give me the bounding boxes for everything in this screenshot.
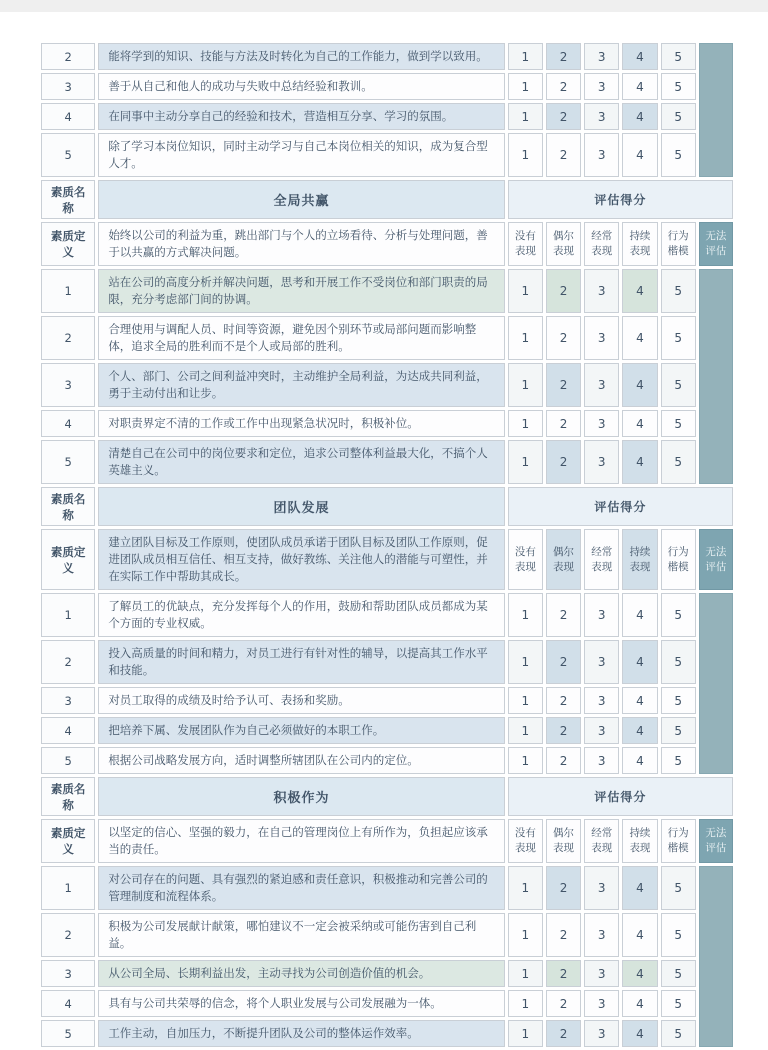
score-cell-4[interactable]: 4: [622, 269, 657, 313]
behavior-text: 了解员工的优缺点，充分发挥每个人的作用，鼓励和帮助团队成员都成为某个方面的专业权威。: [98, 593, 504, 637]
behavior-number: 5: [41, 747, 95, 774]
score-cell-3[interactable]: 3: [584, 747, 619, 774]
behavior-number: 4: [41, 717, 95, 744]
score-cell-1[interactable]: 1: [508, 640, 543, 684]
score-cell-3[interactable]: 3: [584, 866, 619, 910]
score-cell-3[interactable]: 3: [584, 717, 619, 744]
score-cell-5[interactable]: 5: [661, 363, 696, 407]
behavior-row: [41, 440, 733, 484]
behavior-text: 根据公司战略发展方向，适时调整所辖团队在公司内的定位。: [98, 747, 504, 774]
behavior-row: [41, 363, 733, 407]
behavior-row: [41, 640, 733, 684]
score-cell-1[interactable]: 1: [508, 913, 543, 957]
definition-row: [41, 819, 733, 863]
quality-definition-text: 建立团队目标及工作原则，使团队成员承诺于团队目标及团队工作原则，促进团队成员相互信任、相互支持，做好教练、关注他人的潜能与可塑性，并在实际工作中帮助其成长。: [98, 529, 504, 590]
score-cell-3[interactable]: 3: [584, 133, 619, 177]
cannot-evaluate-cell: 无法评估: [699, 529, 733, 590]
behavior-text: 除了学习本岗位知识，同时主动学习与自己本岗位相关的知识，成为复合型人才。: [98, 133, 504, 177]
score-cell-2[interactable]: 2: [546, 866, 581, 910]
rating-header-4: 持续表现: [622, 819, 657, 863]
score-section-header: 评估得分: [508, 487, 733, 526]
score-cell-2[interactable]: 2: [546, 687, 581, 714]
score-cell-4[interactable]: 4: [622, 687, 657, 714]
behavior-number: 1: [41, 866, 95, 910]
behavior-row: [41, 747, 733, 774]
rating-header-3: 经常表现: [584, 529, 619, 590]
quality-name-label: 素质名称: [41, 487, 95, 526]
behavior-text: 对公司存在的问题、具有强烈的紧迫感和责任意识，积极推动和完善公司的管理制度和流程体系。: [98, 866, 504, 910]
score-cell-3[interactable]: 3: [584, 960, 619, 987]
score-cell-4[interactable]: 4: [622, 866, 657, 910]
evaluation-table: [38, 40, 736, 1050]
definition-row: [41, 222, 733, 266]
score-cell-2[interactable]: 2: [546, 747, 581, 774]
behavior-row: [41, 73, 733, 100]
score-cell-3[interactable]: 3: [584, 687, 619, 714]
score-cell-5[interactable]: 5: [661, 866, 696, 910]
score-cell-2[interactable]: 2: [546, 960, 581, 987]
score-cell-2[interactable]: 2: [546, 593, 581, 637]
score-cell-4[interactable]: 4: [622, 43, 657, 70]
behavior-number: 5: [41, 133, 95, 177]
score-cell-1[interactable]: 1: [508, 410, 543, 437]
rating-header-1: 没有表现: [508, 819, 543, 863]
score-cell-5[interactable]: 5: [661, 640, 696, 684]
behavior-row: [41, 103, 733, 130]
behavior-text: 清楚自己在公司中的岗位要求和定位，追求公司整体利益最大化，不搞个人英雄主义。: [98, 440, 504, 484]
quality-definition-label: 素质定义: [41, 222, 95, 266]
score-cell-5[interactable]: 5: [661, 43, 696, 70]
score-cell-1[interactable]: 1: [508, 1020, 543, 1047]
score-cell-1[interactable]: 1: [508, 747, 543, 774]
score-cell-3[interactable]: 3: [584, 990, 619, 1017]
section-title: 积极作为: [98, 777, 504, 816]
behavior-text: 在同事中主动分享自己的经验和技术，营造相互分享、学习的氛围。: [98, 103, 504, 130]
score-cell-3[interactable]: 3: [584, 43, 619, 70]
score-cell-3[interactable]: 3: [584, 410, 619, 437]
score-cell-4[interactable]: 4: [622, 316, 657, 360]
behavior-row: [41, 913, 733, 957]
score-cell-1[interactable]: 1: [508, 363, 543, 407]
score-cell-4[interactable]: 4: [622, 960, 657, 987]
score-cell-4[interactable]: 4: [622, 593, 657, 637]
score-cell-3[interactable]: 3: [584, 269, 619, 313]
rating-header-5: 行为楷模: [661, 529, 696, 590]
score-cell-4[interactable]: 4: [622, 133, 657, 177]
behavior-number: 4: [41, 410, 95, 437]
score-cell-2[interactable]: 2: [546, 73, 581, 100]
definition-row: [41, 529, 733, 590]
score-cell-5[interactable]: 5: [661, 269, 696, 313]
score-cell-2[interactable]: 2: [546, 316, 581, 360]
behavior-row: [41, 269, 733, 313]
score-cell-1[interactable]: 1: [508, 960, 543, 987]
behavior-row: [41, 410, 733, 437]
behavior-number: 5: [41, 1020, 95, 1047]
quality-definition-text: 始终以公司的利益为重，跳出部门与个人的立场看待、分析与处理问题，善于以共赢的方式解决问题。: [98, 222, 504, 266]
score-cell-1[interactable]: 1: [508, 133, 543, 177]
score-cell-2[interactable]: 2: [546, 913, 581, 957]
score-cell-2[interactable]: 2: [546, 269, 581, 313]
score-cell-4[interactable]: 4: [622, 913, 657, 957]
score-cell-5[interactable]: 5: [661, 593, 696, 637]
score-cell-1[interactable]: 1: [508, 316, 543, 360]
rating-header-4: 持续表现: [622, 222, 657, 266]
score-cell-1[interactable]: 1: [508, 990, 543, 1017]
behavior-row: [41, 1020, 733, 1047]
rating-header-3: 经常表现: [584, 819, 619, 863]
score-cell-2[interactable]: 2: [546, 717, 581, 744]
behavior-number: 4: [41, 990, 95, 1017]
section-title: 团队发展: [98, 487, 504, 526]
score-cell-5[interactable]: 5: [661, 990, 696, 1017]
score-cell-5[interactable]: 5: [661, 1020, 696, 1047]
rating-header-3: 经常表现: [584, 222, 619, 266]
cannot-evaluate-column: [699, 866, 733, 1047]
rating-header-5: 行为楷模: [661, 819, 696, 863]
score-cell-1[interactable]: 1: [508, 687, 543, 714]
quality-name-label: 素质名称: [41, 180, 95, 219]
score-cell-2[interactable]: 2: [546, 410, 581, 437]
score-cell-2[interactable]: 2: [546, 363, 581, 407]
score-cell-3[interactable]: 3: [584, 913, 619, 957]
behavior-row: [41, 43, 733, 70]
score-cell-5[interactable]: 5: [661, 913, 696, 957]
score-cell-5[interactable]: 5: [661, 687, 696, 714]
behavior-number: 3: [41, 363, 95, 407]
score-section-header: 评估得分: [508, 180, 733, 219]
behavior-text: 善于从自己和他人的成功与失败中总结经验和教训。: [98, 73, 504, 100]
score-cell-3[interactable]: 3: [584, 103, 619, 130]
score-cell-5[interactable]: 5: [661, 73, 696, 100]
score-cell-4[interactable]: 4: [622, 440, 657, 484]
score-cell-3[interactable]: 3: [584, 640, 619, 684]
behavior-text: 个人、部门、公司之间利益冲突时，主动维护全局利益，为达成共同利益，勇于主动付出和让步。: [98, 363, 504, 407]
behavior-text: 从公司全局、长期利益出发，主动寻找为公司创造价值的机会。: [98, 960, 504, 987]
score-cell-2[interactable]: 2: [546, 990, 581, 1017]
quality-name-label: 素质名称: [41, 777, 95, 816]
behavior-number: 5: [41, 440, 95, 484]
score-cell-2[interactable]: 2: [546, 440, 581, 484]
score-cell-3[interactable]: 3: [584, 593, 619, 637]
score-cell-3[interactable]: 3: [584, 73, 619, 100]
behavior-number: 2: [41, 316, 95, 360]
behavior-row: [41, 717, 733, 744]
behavior-number: 2: [41, 43, 95, 70]
score-cell-1[interactable]: 1: [508, 593, 543, 637]
score-cell-2[interactable]: 2: [546, 1020, 581, 1047]
score-cell-5[interactable]: 5: [661, 133, 696, 177]
score-cell-2[interactable]: 2: [546, 103, 581, 130]
cannot-evaluate-column: [699, 43, 733, 177]
score-cell-1[interactable]: 1: [508, 717, 543, 744]
score-cell-5[interactable]: 5: [661, 410, 696, 437]
behavior-text: 积极为公司发展献计献策，哪怕建议不一定会被采纳或可能伤害到自己利益。: [98, 913, 504, 957]
behavior-text: 工作主动，自加压力，不断提升团队及公司的整体运作效率。: [98, 1020, 504, 1047]
behavior-text: 对职责界定不清的工作或工作中出现紧急状况时，积极补位。: [98, 410, 504, 437]
score-cell-3[interactable]: 3: [584, 1020, 619, 1047]
behavior-number: 1: [41, 269, 95, 313]
score-cell-4[interactable]: 4: [622, 1020, 657, 1047]
behavior-row: [41, 593, 733, 637]
behavior-text: 合理使用与调配人员、时间等资源，避免因个别环节或局部问题而影响整体，追求全局的胜利而不是个人或局部的胜利。: [98, 316, 504, 360]
behavior-text: 站在公司的高度分析并解决问题，思考和开展工作不受岗位和部门职责的局限，充分考虑部门间的协调。: [98, 269, 504, 313]
behavior-number: 3: [41, 73, 95, 100]
cannot-evaluate-cell: 无法评估: [699, 222, 733, 266]
score-cell-4[interactable]: 4: [622, 73, 657, 100]
behavior-number: 4: [41, 103, 95, 130]
behavior-row: [41, 687, 733, 714]
behavior-text: 对员工取得的成绩及时给予认可、表扬和奖励。: [98, 687, 504, 714]
score-cell-5[interactable]: 5: [661, 747, 696, 774]
score-cell-4[interactable]: 4: [622, 990, 657, 1017]
behavior-row: [41, 866, 733, 910]
cannot-evaluate-cell: 无法评估: [699, 819, 733, 863]
behavior-number: 2: [41, 640, 95, 684]
quality-definition-label: 素质定义: [41, 529, 95, 590]
page-top-edge: [0, 0, 768, 12]
behavior-number: 2: [41, 913, 95, 957]
section-header-row: [41, 180, 733, 219]
rating-header-2: 偶尔表现: [546, 819, 581, 863]
score-cell-3[interactable]: 3: [584, 363, 619, 407]
score-cell-1[interactable]: 1: [508, 269, 543, 313]
score-cell-1[interactable]: 1: [508, 866, 543, 910]
score-cell-5[interactable]: 5: [661, 717, 696, 744]
rating-header-1: 没有表现: [508, 222, 543, 266]
cannot-evaluate-column: [699, 593, 733, 774]
quality-definition-text: 以坚定的信心、坚强的毅力，在自己的管理岗位上有所作为，负担起应该承当的责任。: [98, 819, 504, 863]
behavior-row: [41, 990, 733, 1017]
score-cell-4[interactable]: 4: [622, 103, 657, 130]
score-cell-4[interactable]: 4: [622, 717, 657, 744]
behavior-number: 1: [41, 593, 95, 637]
behavior-text: 具有与公司共荣辱的信念，将个人职业发展与公司发展融为一体。: [98, 990, 504, 1017]
score-cell-1[interactable]: 1: [508, 440, 543, 484]
behavior-text: 投入高质量的时间和精力，对员工进行有针对性的辅导，以提高其工作水平和技能。: [98, 640, 504, 684]
cannot-evaluate-column: [699, 269, 733, 484]
score-cell-5[interactable]: 5: [661, 960, 696, 987]
score-cell-4[interactable]: 4: [622, 747, 657, 774]
section-header-row: [41, 487, 733, 526]
score-cell-4[interactable]: 4: [622, 640, 657, 684]
behavior-row: [41, 316, 733, 360]
quality-definition-label: 素质定义: [41, 819, 95, 863]
score-cell-5[interactable]: 5: [661, 440, 696, 484]
rating-header-5: 行为楷模: [661, 222, 696, 266]
score-cell-3[interactable]: 3: [584, 440, 619, 484]
score-cell-1[interactable]: 1: [508, 73, 543, 100]
score-cell-3[interactable]: 3: [584, 316, 619, 360]
score-cell-1[interactable]: 1: [508, 43, 543, 70]
behavior-row: [41, 133, 733, 177]
score-cell-2[interactable]: 2: [546, 43, 581, 70]
score-cell-4[interactable]: 4: [622, 410, 657, 437]
behavior-number: 3: [41, 960, 95, 987]
rating-header-4: 持续表现: [622, 529, 657, 590]
score-cell-1[interactable]: 1: [508, 103, 543, 130]
score-cell-4[interactable]: 4: [622, 363, 657, 407]
behavior-text: 把培养下属、发展团队作为自己必须做好的本职工作。: [98, 717, 504, 744]
rating-header-2: 偶尔表现: [546, 529, 581, 590]
behavior-row: [41, 960, 733, 987]
score-cell-2[interactable]: 2: [546, 133, 581, 177]
rating-header-2: 偶尔表现: [546, 222, 581, 266]
behavior-text: 能将学到的知识、技能与方法及时转化为自己的工作能力，做到学以致用。: [98, 43, 504, 70]
behavior-number: 3: [41, 687, 95, 714]
score-section-header: 评估得分: [508, 777, 733, 816]
section-header-row: [41, 777, 733, 816]
rating-header-1: 没有表现: [508, 529, 543, 590]
section-title: 全局共赢: [98, 180, 504, 219]
score-cell-5[interactable]: 5: [661, 316, 696, 360]
score-cell-2[interactable]: 2: [546, 640, 581, 684]
score-cell-5[interactable]: 5: [661, 103, 696, 130]
